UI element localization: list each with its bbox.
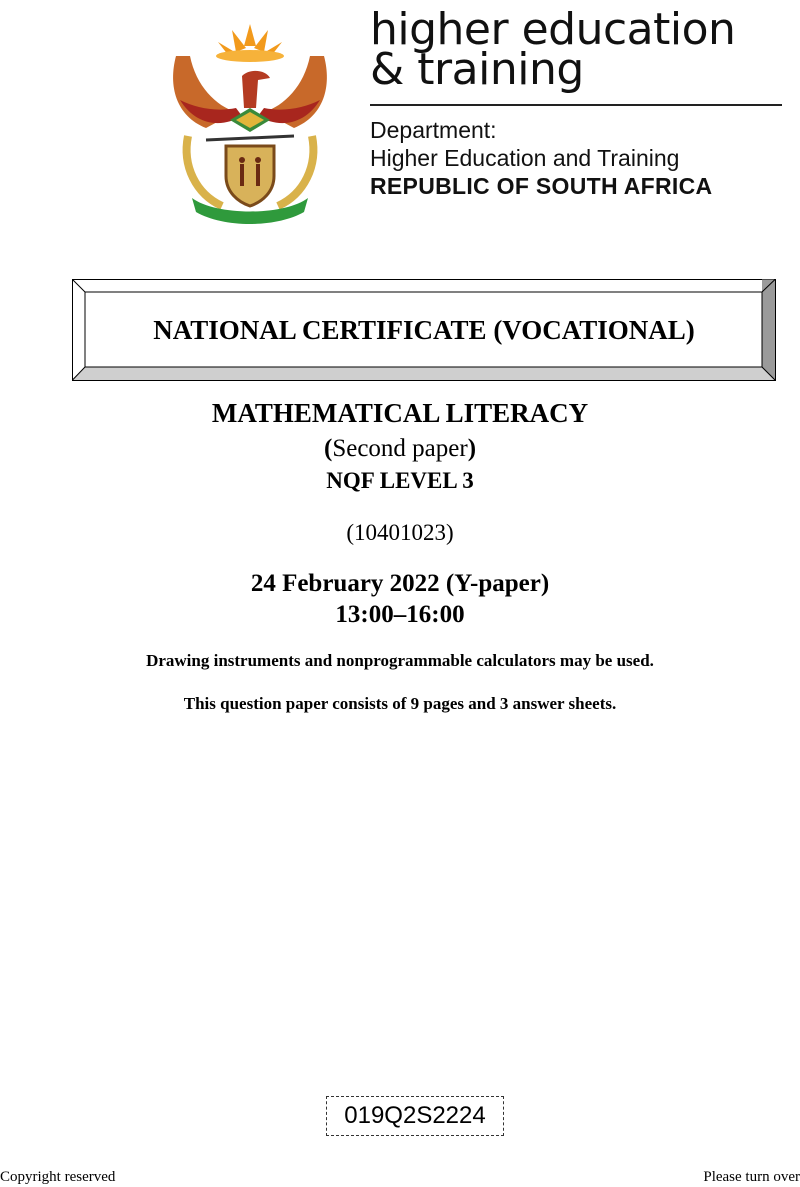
coat-of-arms-icon	[166, 16, 334, 224]
paper-id-box: 019Q2S2224	[326, 1096, 504, 1136]
brand-line-1: higher education	[370, 4, 736, 55]
footer-copyright: Copyright reserved	[0, 1169, 116, 1185]
dept-label: Department:	[370, 117, 497, 143]
department-brand	[370, 4, 790, 200]
brand-line-2: & training	[370, 44, 584, 95]
paper-label: Second paper	[332, 435, 468, 462]
dept-name: Higher Education and Training	[370, 145, 680, 171]
country-name: REPUBLIC OF SOUTH AFRICA	[370, 173, 713, 199]
instruments-note: Drawing instruments and nonprogrammable calculators may be used.	[146, 651, 654, 670]
footer-turn-over: Please turn over	[703, 1169, 800, 1185]
brand-divider	[370, 104, 782, 106]
paren-close: )	[467, 435, 477, 462]
certificate-frame	[72, 279, 776, 381]
pages-note: This question paper consists of 9 pages and 3 answer sheets.	[183, 694, 617, 713]
nqf-level: NQF LEVEL 3	[326, 468, 474, 493]
subject-code: (10401023)	[346, 520, 454, 545]
exam-time: 13:00–16:00	[335, 601, 465, 628]
paren-open: (	[323, 435, 333, 462]
certificate-title: NATIONAL CERTIFICATE (VOCATIONAL)	[153, 315, 695, 345]
subject-title: MATHEMATICAL LITERACY	[211, 398, 589, 428]
exam-date: 24 February 2022 (Y-paper)	[250, 570, 550, 597]
paper-number	[0, 435, 800, 463]
